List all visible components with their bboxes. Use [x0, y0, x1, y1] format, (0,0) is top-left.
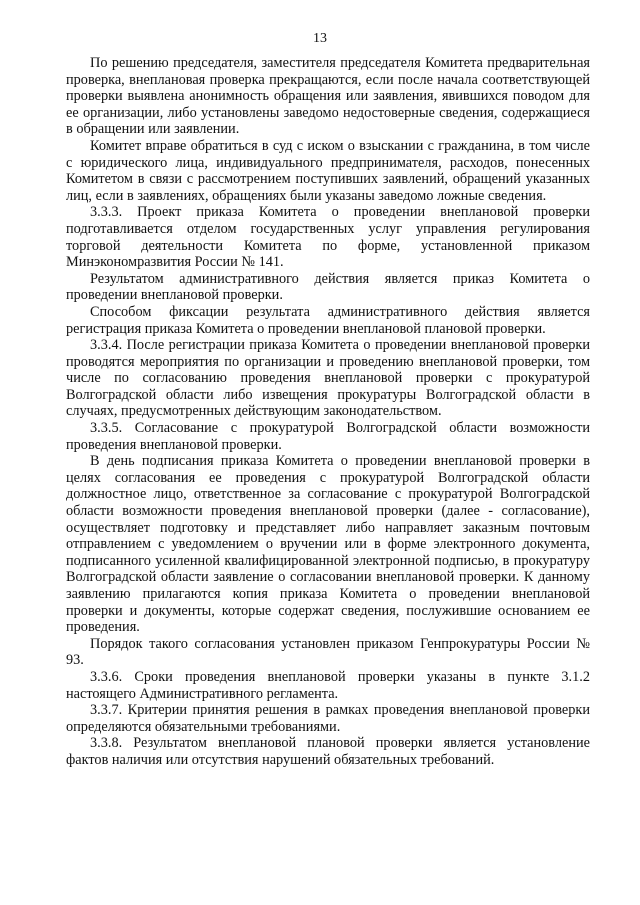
paragraph: 3.3.5. Согласование с прокуратурой Волгоградской области возможности проведения внеплановой проверки.	[66, 420, 590, 453]
paragraph: 3.3.8. Результатом внеплановой плановой проверки является установление фактов наличия или отсутствия нарушений обязательных требований.	[66, 735, 590, 768]
paragraph: Комитет вправе обратиться в суд с иском о взыскании с гражданина, в том числе с юридического лица, индивидуального предпринимателя, расходов, понесенных Комитетом в связи с рассмотрением поступивших заявлений, обращений указанных лиц, если в заявлениях, обращениях были указаны заведомо ложные сведения.	[66, 137, 590, 204]
paragraph: Способом фиксации результата административного действия является регистрация приказа Комитета о проведении внеплановой плановой проверки.	[66, 303, 590, 337]
paragraph: 3.3.6. Сроки проведения внеплановой проверки указаны в пункте 3.1.2 настоящего Административного регламента.	[66, 668, 590, 702]
document-body	[66, 55, 590, 769]
page-number: 13	[313, 31, 327, 46]
paragraph: 3.3.4. После регистрации приказа Комитета о проведении внеплановой проверки проводятся мероприятия по организации и проведению внеплановой проверки, том числе по согласованию проведения внеплановой проверки с прокуратурой Волгоградской области либо извещения прокуратуры Волгоградской области в случаях, предусмотренных действующим законодательством.	[66, 337, 590, 420]
paragraph: Порядок такого согласования установлен приказом Генпрокуратуры России № 93.	[66, 635, 590, 669]
paragraph: Результатом административного действия является приказ Комитета о проведении внеплановой проверки.	[66, 270, 590, 304]
paragraph: В день подписания приказа Комитета о проведении внеплановой проверки в целях согласования ее проведения с прокуратурой Волгоградской области должностное лицо, ответственное за согласование с прокуратурой Волгоградской области возможности проведения внеплановой проверки (далее - согласование), осуществляет подготовку и представляет либо направляет заказным почтовым отправлением с уведомлением о вручении или в форме электронного документа, подписанного усиленной квалифицированной электронной подписью, в прокуратуру Волгоградской области заявление о согласовании внеплановой проверки. К данному заявлению прилагаются копия приказа Комитета о проведении внеплановой проверки и документы, которые содержат сведения, послужившие основанием ее проведения.	[66, 453, 590, 636]
paragraph: 3.3.3. Проект приказа Комитета о проведении внеплановой проверки подготавливается отделом государственных услуг управления регулирования торговой деятельности Комитета по форме, установленной приказом Минэкономразвития России № 141.	[66, 204, 590, 271]
paragraph: 3.3.7. Критерии принятия решения в рамках проведения внеплановой проверки определяются обязательными требованиями.	[66, 702, 590, 735]
paragraph: По решению председателя, заместителя председателя Комитета предварительная проверка, внеплановая проверка прекращаются, если после начала соответствующей проверки выявлена анонимность обращения или заявления, явившихся поводом для ее организации, либо установлены заведомо недостоверные сведения, содержащиеся в обращении или заявлении.	[66, 55, 590, 138]
